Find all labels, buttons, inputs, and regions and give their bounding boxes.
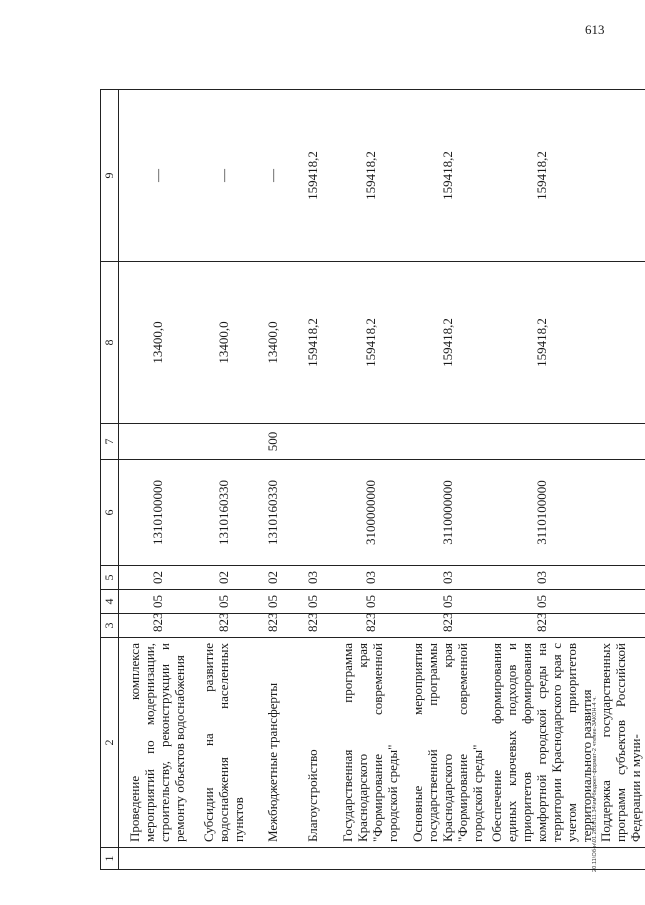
- cell-col3: 823: [292, 614, 332, 638]
- cell-col9: —: [252, 90, 292, 262]
- row-name: Проведение комплекса мероприятий по модернизации, строительству, реконструкции и ремонту объектов водоснабжения: [119, 638, 196, 848]
- cell-col3: 823: [408, 614, 487, 638]
- cell-col5: 02: [252, 566, 292, 590]
- row-name: Обеспечение формирования единых ключевых подходов и приоритетов формирования комфортной городской среды на территории Краснодарского края с учетом приоритетов территориального развития: [487, 638, 596, 848]
- cell-col4: 05: [332, 590, 408, 614]
- cell-col5: 03: [292, 566, 332, 590]
- cell-col9: 159418,2: [292, 90, 332, 262]
- cell-col6: 1310100000: [119, 460, 196, 566]
- cell-col3: 823: [119, 614, 196, 638]
- cell-col3: [596, 614, 645, 638]
- cell-col7: [596, 424, 645, 460]
- budget-table: [100, 89, 645, 870]
- cell-col8: 159418,2: [332, 262, 408, 424]
- table-row: [252, 90, 292, 870]
- column-header: 7: [101, 424, 119, 460]
- document-stamp: 20.11\Об-н\01.2018\11.34\им-бюджет-формат-2 чтение-ЗАКОН-4 ч.: [592, 696, 598, 872]
- cell-col5: [596, 566, 645, 590]
- table-row: [292, 90, 332, 870]
- row-name: Субсидии на развитие водоснабжения населенных пунктов: [195, 638, 252, 848]
- cell-col6: 3110100000: [487, 460, 596, 566]
- table-row: [332, 90, 408, 870]
- cell-col7: [292, 424, 332, 460]
- cell-col5: 03: [332, 566, 408, 590]
- cell-col3: 823: [332, 614, 408, 638]
- cell-col6: 3110000000: [408, 460, 487, 566]
- cell-col6: [292, 460, 332, 566]
- cell-col9: 159418,2: [332, 90, 408, 262]
- row-name: Поддержка государственных программ субъектов Российской Федерации и муни-: [596, 638, 645, 848]
- table-row: [195, 90, 252, 870]
- cell-col3: 823: [195, 614, 252, 638]
- cell-col8: 13400,0: [195, 262, 252, 424]
- table-row: [408, 90, 487, 870]
- cell-col6: 1310160330: [252, 460, 292, 566]
- cell-col7: [408, 424, 487, 460]
- column-header: 5: [101, 566, 119, 590]
- cell-col5: 03: [408, 566, 487, 590]
- page-number: 613: [585, 22, 605, 37]
- cell-col9: 159418,2: [408, 90, 487, 262]
- cell-col4: 05: [487, 590, 596, 614]
- cell-col8: 159418,2: [487, 262, 596, 424]
- cell-col3: 823: [252, 614, 292, 638]
- column-header: 6: [101, 460, 119, 566]
- cell-col6: 1310160330: [195, 460, 252, 566]
- table-row: [596, 90, 645, 870]
- column-header: 2: [101, 638, 119, 848]
- table-row: [487, 90, 596, 870]
- cell-col6: [596, 460, 645, 566]
- column-header: 3: [101, 614, 119, 638]
- table-row: [119, 90, 196, 870]
- cell-col5: 02: [195, 566, 252, 590]
- cell-col3: 823: [487, 614, 596, 638]
- cell-col7: [332, 424, 408, 460]
- row-name: Благоустройство: [292, 638, 332, 848]
- cell-col9: [596, 90, 645, 262]
- column-header: 8: [101, 262, 119, 424]
- cell-col4: 05: [292, 590, 332, 614]
- cell-col7: [119, 424, 196, 460]
- cell-col4: 05: [252, 590, 292, 614]
- cell-col8: 13400,0: [252, 262, 292, 424]
- cell-col4: 05: [195, 590, 252, 614]
- cell-col6: 3100000000: [332, 460, 408, 566]
- row-name: Государственная программа Краснодарского края "Формирование современной городской среды": [332, 638, 408, 848]
- cell-col8: 159418,2: [292, 262, 332, 424]
- table-header-row: [101, 90, 119, 870]
- cell-col5: 03: [487, 566, 596, 590]
- cell-col8: 13400,0: [119, 262, 196, 424]
- cell-col7: [195, 424, 252, 460]
- cell-col5: 02: [119, 566, 196, 590]
- column-header: 1: [101, 848, 119, 870]
- cell-col9: —: [195, 90, 252, 262]
- column-header: 9: [101, 90, 119, 262]
- cell-col8: [596, 262, 645, 424]
- row-name: Основные мероприятия государственной программы Краснодарского края "Формирование современной городской среды": [408, 638, 487, 848]
- cell-col4: 05: [119, 590, 196, 614]
- cell-col7: [487, 424, 596, 460]
- column-header: 4: [101, 590, 119, 614]
- cell-col4: [596, 590, 645, 614]
- cell-col4: 05: [408, 590, 487, 614]
- cell-col7: 500: [252, 424, 292, 460]
- row-name: Межбюджетные трансферты: [252, 638, 292, 848]
- cell-col8: 159418,2: [408, 262, 487, 424]
- cell-col9: 159418,2: [487, 90, 596, 262]
- cell-col9: —: [119, 90, 196, 262]
